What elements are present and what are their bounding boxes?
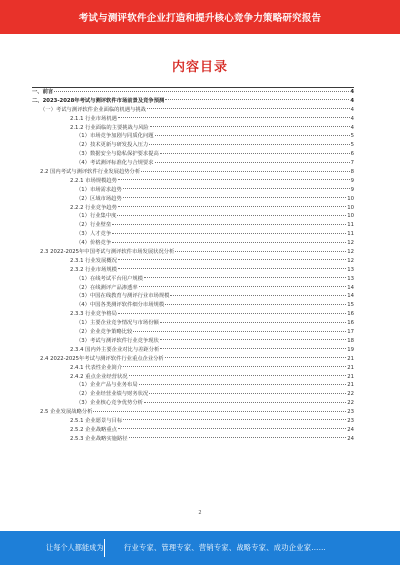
toc-dot-leader: [160, 339, 346, 340]
toc-entry-page: 23: [347, 417, 354, 424]
toc-entry-page: 8: [350, 169, 354, 176]
toc-entry-label: 2.4 2022-2025年考试与测评软件行业重点企业分析: [40, 355, 164, 362]
toc-entry-page: 21: [347, 382, 354, 389]
toc-entry-page: 22: [347, 391, 354, 398]
report-title: 考试与测评软件企业打造和提升核心竞争力策略研究报告: [78, 13, 322, 24]
toc-entry-page: 23: [347, 409, 354, 416]
toc-dot-leader: [123, 188, 350, 189]
toc-dot-leader: [160, 322, 346, 323]
toc-entry-page: 12: [347, 249, 354, 256]
footer-slogan: 让每个人都能成为: [46, 543, 104, 552]
toc-entry[interactable]: [32, 292, 354, 301]
toc-dot-leader: [129, 437, 347, 438]
toc-entry-label: 2.1.1 行业市场机遇: [70, 115, 117, 122]
toc-entry-page: 10: [347, 195, 354, 202]
toc-entry-page: 10: [347, 204, 354, 211]
toc-entry[interactable]: [32, 319, 354, 328]
footer-bar: [0, 531, 400, 565]
toc-entry-page: 9: [350, 186, 354, 193]
toc-entry-page: 6: [350, 151, 354, 158]
toc-dot-leader: [160, 348, 346, 349]
toc-dot-leader: [139, 384, 347, 385]
toc-entry-page: 15: [347, 302, 354, 309]
toc-entry-label: （1）在线考试平台用户规模: [76, 275, 143, 282]
toc-entry[interactable]: [32, 257, 354, 266]
toc-dot-leader: [112, 242, 346, 243]
toc-entry[interactable]: [32, 230, 354, 239]
toc-entry-label: （2）企业竞争策略比较: [76, 329, 133, 336]
toc-entry[interactable]: [32, 328, 354, 337]
footer-divider: [104, 539, 105, 557]
toc-entry-label: 2.3.3 行业竞争格局: [70, 311, 117, 318]
toc-dot-leader: [118, 268, 346, 269]
toc-entry[interactable]: [32, 337, 354, 346]
toc-entry-page: 4: [350, 115, 354, 122]
toc-entry[interactable]: [32, 426, 354, 435]
toc-entry-label: （2）在线测评产品渗透率: [76, 284, 138, 291]
toc-entry-label: 2.5.2 企业战略重点: [70, 426, 117, 433]
toc-entry-page: 11: [347, 222, 354, 229]
toc-entry-label: （1）市场需求趋势: [76, 186, 122, 193]
toc-dot-leader: [112, 224, 346, 225]
toc-entry-page: 4: [350, 89, 354, 95]
toc-entry[interactable]: [32, 141, 354, 150]
toc-entry-label: （1）主要企业竞争情况与市场份额: [76, 320, 159, 327]
toc-entry-label: 2.3.2 行业市场规模: [70, 266, 117, 273]
toc-entry-page: 4: [350, 106, 354, 113]
toc-dot-leader: [123, 197, 347, 198]
toc-dot-leader: [175, 251, 346, 252]
toc-dot-leader: [170, 295, 346, 296]
toc-entry[interactable]: [32, 97, 354, 106]
toc-entry[interactable]: [32, 275, 354, 284]
toc-entry-label: （2）行业壁垒: [76, 222, 112, 229]
toc-dot-leader: [93, 411, 346, 412]
toc-entry[interactable]: [32, 248, 354, 257]
toc-entry-page: 10: [347, 213, 354, 220]
toc-entry-label: （3）数据安全与隐私保护要求提高: [76, 151, 159, 158]
toc-entry-page: 21: [347, 364, 354, 371]
page-number: 2: [198, 510, 202, 516]
toc-entry-label: （1）市场竞争加剧与同质化问题: [76, 133, 154, 140]
toc-dot-leader: [123, 419, 346, 420]
toc-dot-leader: [155, 135, 350, 136]
toc-entry-page: 4: [350, 97, 354, 104]
toc-entry-label: （1）企业产品与业务布局: [76, 382, 138, 389]
toc-entry[interactable]: [32, 390, 354, 399]
toc-entry[interactable]: [32, 381, 354, 390]
toc-entry-label: 一、前言: [32, 89, 54, 95]
table-of-contents: [32, 88, 354, 444]
toc-entry-label: 2.3 2022-2025年中国考试与测评软件市场发展状况分析: [40, 249, 175, 256]
toc-dot-leader: [129, 375, 347, 376]
toc-dot-leader: [112, 233, 346, 234]
toc-dot-leader: [155, 162, 350, 163]
toc-entry-page: 16: [347, 320, 354, 327]
toc-entry-page: 12: [347, 240, 354, 247]
toc-dot-leader: [118, 206, 346, 207]
toc-entry[interactable]: [32, 399, 354, 408]
toc-entry[interactable]: [32, 150, 354, 159]
toc-entry[interactable]: [32, 266, 354, 275]
toc-entry-page: 16: [347, 311, 354, 318]
toc-entry-page: 24: [347, 435, 354, 442]
toc-entry-page: 13: [347, 275, 354, 282]
toc-entry[interactable]: [32, 168, 354, 177]
toc-entry-label: 2.5.3 企业战略实施路径: [70, 435, 128, 442]
toc-entry[interactable]: [32, 124, 354, 133]
toc-entry-label: （一）考试与测评软件企业面临的机遇与挑战: [40, 106, 146, 113]
toc-entry-page: 14: [347, 293, 354, 300]
toc-entry[interactable]: [32, 106, 354, 115]
toc-entry[interactable]: [32, 284, 354, 293]
toc-entry-label: 2.2 国内考试与测评软件行业发展趋势分析: [40, 169, 141, 176]
toc-entry-label: （4）考试测评标准化与合规要求: [76, 160, 154, 167]
toc-entry-page: 5: [350, 133, 354, 140]
toc-entry-label: 2.2.1 市场规模趋势: [70, 177, 117, 184]
toc-entry-page: 7: [350, 160, 354, 167]
toc-entry-label: 2.2.2 行业竞争趋势: [70, 204, 117, 211]
toc-title: 内容目录: [171, 60, 228, 75]
toc-entry-page: 14: [347, 284, 354, 291]
toc-dot-leader: [165, 99, 349, 100]
toc-dot-leader: [165, 357, 347, 358]
toc-entry-label: （1）行业集中度: [76, 213, 117, 220]
toc-entry-page: 21: [347, 373, 354, 380]
toc-entry-page: 11: [347, 231, 354, 238]
toc-entry[interactable]: [32, 417, 354, 426]
toc-entry-label: （4）价格竞争: [76, 240, 112, 247]
toc-entry[interactable]: [32, 115, 354, 124]
toc-entry[interactable]: [32, 195, 354, 204]
toc-entry-label: 2.5.1 企业愿景与目标: [70, 417, 123, 424]
toc-dot-leader: [149, 144, 349, 145]
toc-dot-leader: [141, 171, 349, 172]
toc-entry[interactable]: [32, 435, 354, 444]
toc-entry[interactable]: [32, 177, 354, 186]
toc-entry-label: 二、2023-2028年考试与测评软件市场前景及竞争预测: [32, 97, 165, 104]
footer-tagline: 行业专家、管理专家、营销专家、战略专家、成功企业家……: [124, 543, 327, 552]
toc-entry-label: （2）技术更新与研发投入压力: [76, 142, 149, 149]
toc-entry[interactable]: [32, 408, 354, 417]
toc-entry-label: （4）中国各类测评软件细分市场规模: [76, 302, 165, 309]
toc-dot-leader: [147, 108, 350, 109]
toc-entry[interactable]: [32, 212, 354, 221]
toc-entry-label: 2.1.2 行业面临的主要挑战与风险: [70, 124, 149, 131]
toc-dot-leader: [123, 366, 346, 367]
toc-dot-leader: [117, 215, 346, 216]
toc-entry-page: 24: [347, 426, 354, 433]
toc-dot-leader: [118, 313, 346, 314]
toc-entry[interactable]: [32, 355, 354, 364]
toc-entry-label: （3）企业核心竞争优势分析: [76, 400, 143, 407]
toc-dot-leader: [118, 117, 350, 118]
toc-entry-label: （2）区域市场趋势: [76, 195, 122, 202]
toc-dot-leader: [118, 259, 346, 260]
toc-dot-leader: [139, 286, 347, 287]
toc-entry-label: （2）企业经营业绩与财务状况: [76, 391, 149, 398]
toc-entry-label: 2.4.1 代表性企业简介: [70, 364, 123, 371]
toc-entry[interactable]: [32, 301, 354, 310]
toc-dot-leader: [165, 304, 346, 305]
toc-entry-page: 9: [350, 177, 354, 184]
toc-dot-leader: [54, 91, 349, 92]
toc-entry-page: 21: [347, 355, 354, 362]
toc-entry[interactable]: [32, 221, 354, 230]
toc-entry-label: 2.3.1 行业发展概况: [70, 257, 117, 264]
toc-entry-label: 2.3.4 国内外主要企业对比与差距分析: [70, 346, 160, 353]
toc-entry-label: 2.5 企业发展战略分析: [40, 409, 93, 416]
toc-entry-label: （3）考试与测评软件行业竞争现状: [76, 337, 159, 344]
toc-entry-page: 13: [347, 266, 354, 273]
toc-entry[interactable]: [32, 346, 354, 355]
toc-entry-label: （3）人才竞争: [76, 231, 112, 238]
toc-entry-label: 2.4.2 重点企业经营状况: [70, 373, 128, 380]
toc-entry[interactable]: [32, 239, 354, 248]
toc-entry[interactable]: [32, 204, 354, 213]
toc-dot-leader: [144, 277, 346, 278]
toc-dot-leader: [133, 331, 346, 332]
toc-entry[interactable]: [32, 88, 354, 97]
toc-entry[interactable]: [32, 159, 354, 168]
toc-dot-leader: [118, 428, 346, 429]
toc-entry[interactable]: [32, 132, 354, 141]
toc-entry-page: 19: [347, 346, 354, 353]
toc-dot-leader: [144, 402, 346, 403]
toc-dot-leader: [149, 393, 346, 394]
toc-dot-leader: [118, 179, 350, 180]
toc-entry[interactable]: [32, 364, 354, 373]
report-header-bar: [0, 0, 400, 34]
toc-entry[interactable]: [32, 186, 354, 195]
toc-entry-page: 17: [347, 329, 354, 336]
toc-entry[interactable]: [32, 373, 354, 382]
toc-entry-page: 5: [350, 142, 354, 149]
toc-dot-leader: [150, 126, 350, 127]
toc-dot-leader: [160, 153, 350, 154]
toc-entry[interactable]: [32, 310, 354, 319]
toc-entry-page: 12: [347, 257, 354, 264]
toc-entry-label: （3）中国在线教育与测评行业市场规模: [76, 293, 170, 300]
toc-entry-page: 18: [347, 337, 354, 344]
toc-entry-page: 4: [350, 124, 354, 131]
toc-entry-page: 22: [347, 400, 354, 407]
